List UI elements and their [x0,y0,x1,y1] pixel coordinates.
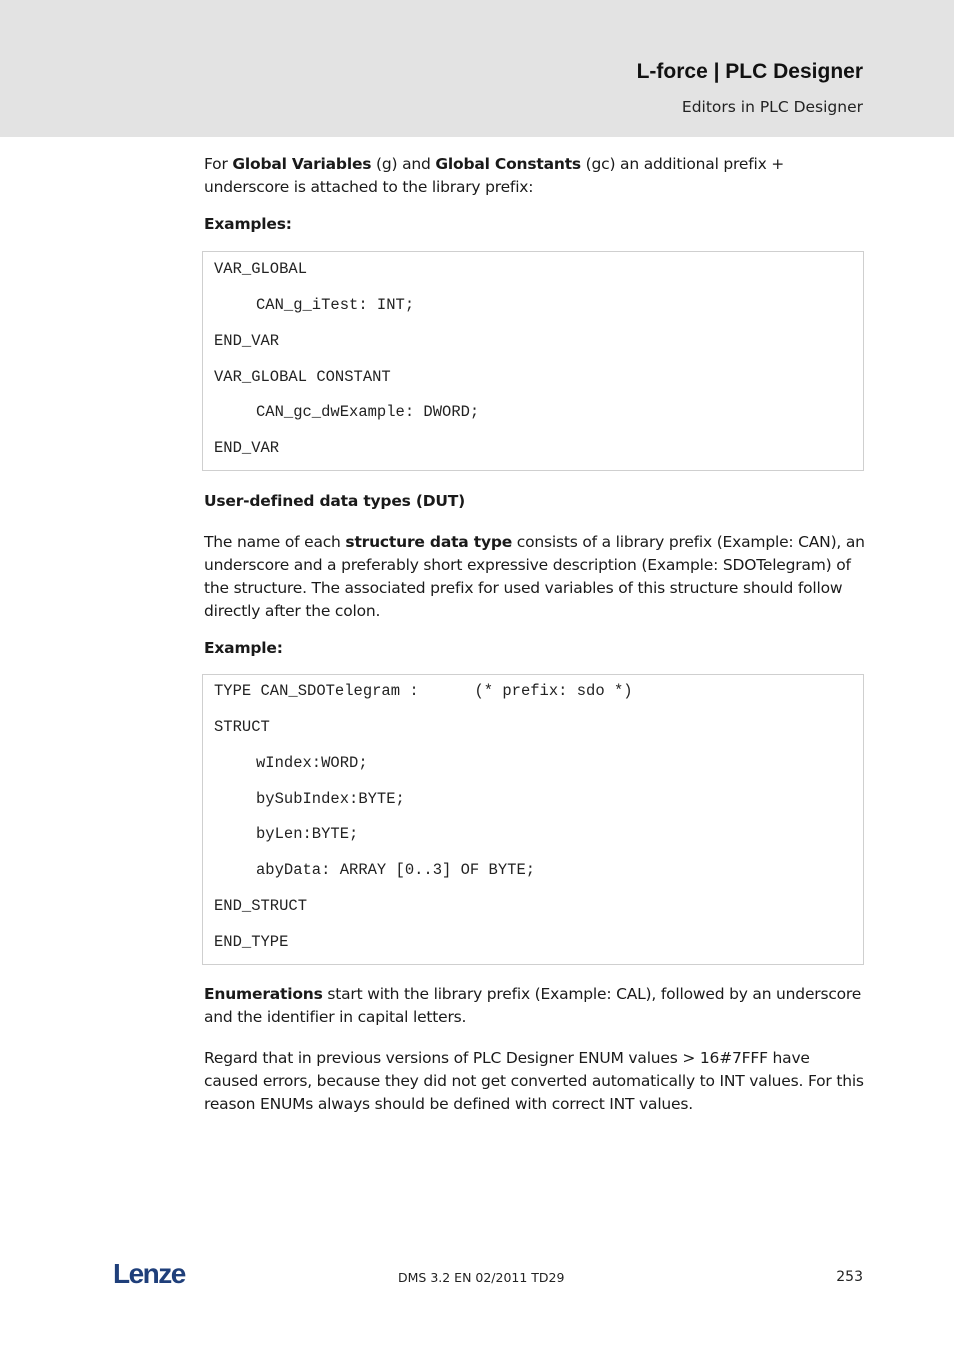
document-id: DMS 3.2 EN 02/2011 TD29 [398,1270,565,1285]
code-line: VAR_GLOBAL CONSTANT [214,368,391,386]
enumerations-paragraph: Enumerations start with the library prefix (Example: CAL), followed by an underscore and the identifier in capital letters. [204,985,862,1026]
header-title: L-force | PLC Designer [636,60,863,83]
code-line: wIndex:WORD; [256,754,368,772]
header-subtitle: Editors in PLC Designer [681,98,863,116]
code-line: VAR_GLOBAL [214,260,308,278]
lenze-logo-graphic [113,1258,193,1288]
code-block-globals [202,251,864,471]
structure-data-type-term: structure data type [345,533,513,551]
dut-paragraph: The name of each structure data type consists of a library prefix (Example: CAN), an underscore and a preferably short expressive description (Example: SDOTelegram) of the structure. The associated prefix for used variables of this structure should follow directly after the colon. [204,533,865,620]
page-number: 253 [836,1269,863,1285]
example-label: Example: [204,639,283,657]
code-line: bySubIndex:BYTE; [256,790,405,808]
page-header [0,0,954,137]
global-variables-term: Global Variables [232,155,372,173]
code-line: CAN_g_iTest: INT; [256,296,415,314]
code-line: STRUCT [214,718,270,736]
intro-paragraph: For Global Variables (g) and Global Constants (gc) an additional prefix + underscore is attached to the library prefix: [204,155,785,196]
code-line: END_TYPE [214,933,289,951]
lenze-logo-text: Lenze [113,1258,185,1288]
lenze-logo [113,1258,193,1292]
code-line: END_VAR [214,332,280,350]
regard-paragraph: Regard that in previous versions of PLC Designer ENUM values > 16#7FFF have caused errors, because they did not get converted automatically to INT values. For this reason ENUMs always should be defined with correct INT values. [204,1049,864,1113]
enumerations-term: Enumerations [204,985,323,1003]
code-line: abyData: ARRAY [0..3] OF BYTE; [256,861,536,879]
code-line: END_VAR [214,439,280,457]
code-block-struct [202,674,864,965]
page-content [204,153,868,236]
enum-section [204,983,868,1116]
code-line: TYPE CAN_SDOTelegram : (* prefix: sdo *) [214,682,633,700]
global-constants-term: Global Constants [435,155,581,173]
dut-heading: User-defined data types (DUT) [204,492,466,510]
examples-label: Examples: [204,215,292,233]
code-line: CAN_gc_dwExample: DWORD; [256,403,480,421]
code-line: byLen:BYTE; [256,825,359,843]
code-line: END_STRUCT [214,897,308,915]
dut-section [204,490,868,660]
